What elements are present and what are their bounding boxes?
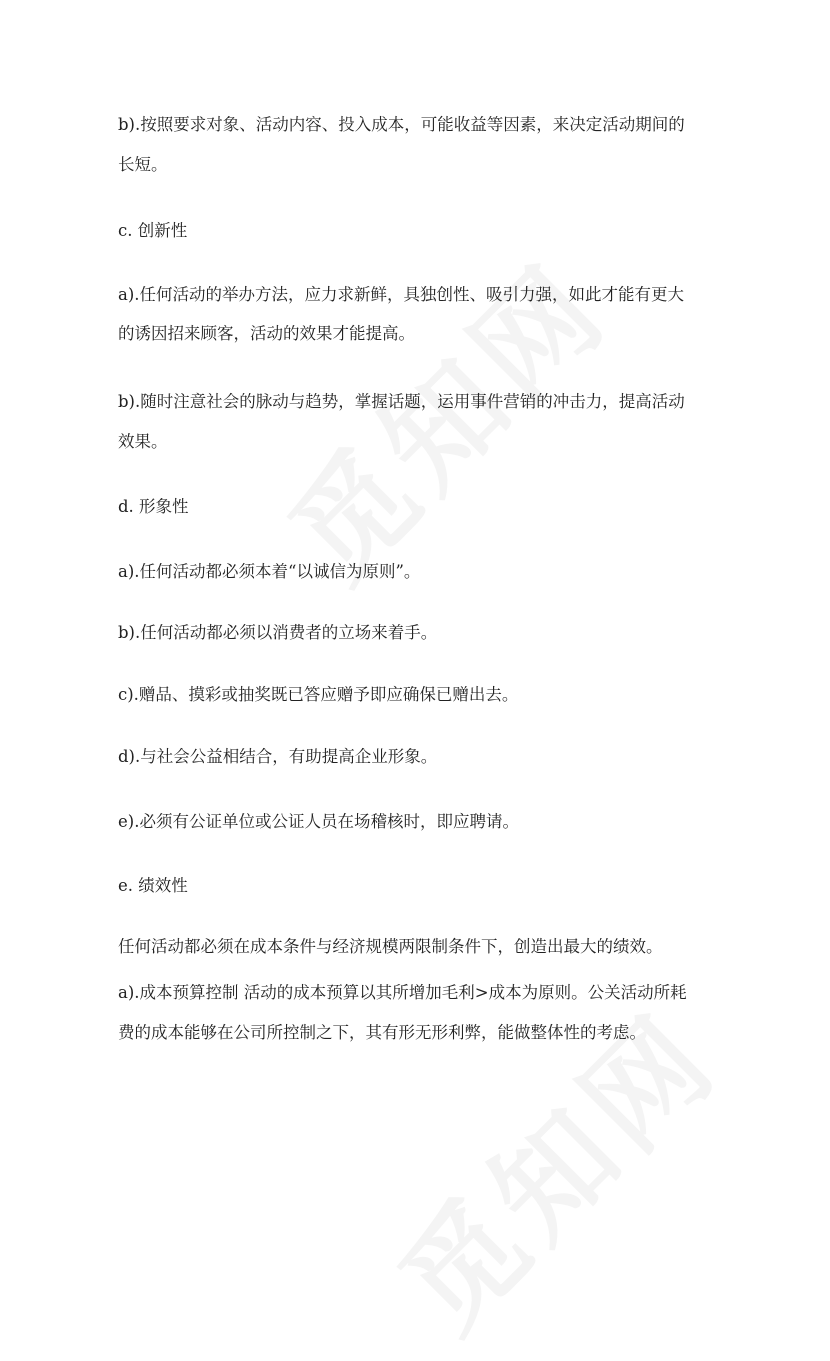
paragraph-line: a).任何活动的举办方法，应力求新鲜，具独创性、吸引力强，如此才能有更大 [118, 285, 685, 304]
paragraph-line: 费的成本能够在公司所控制之下，其有形无形利弊，能做整体性的考虑。 [118, 1023, 646, 1042]
section-heading: c. 创新性 [118, 221, 188, 240]
section-heading: e. 绩效性 [118, 876, 188, 895]
paragraph-line: c).赠品、摸彩或抽奖既已答应赠予即应确保已赠出去。 [118, 685, 519, 704]
paragraph-line: 任何活动都必须在成本条件与经济规模两限制条件下，创造出最大的绩效。 [118, 937, 663, 956]
paragraph-line: a).任何活动都必须本着“以诚信为原则”。 [118, 562, 421, 581]
paragraph-line: 效果。 [118, 432, 168, 451]
paragraph-line: b).随时注意社会的脉动与趋势，掌握话题，运用事件营销的冲击力，提高活动 [118, 392, 685, 411]
watermark [246, 219, 638, 611]
paragraph-line: e).必须有公证单位或公证人员在场稽核时，即应聘请。 [118, 812, 519, 831]
paragraph-line: a).成本预算控制 活动的成本预算以其所增加毛利>成本为原则。公关活动所耗 [118, 983, 687, 1002]
paragraph-line: 的诱因招来顾客，活动的效果才能提高。 [118, 324, 415, 343]
paragraph-line: 长短。 [118, 155, 168, 174]
paragraph-line: b).按照要求对象、活动内容、投入成本，可能收益等因素，来决定活动期间的 [118, 115, 685, 134]
paragraph-line: b).任何活动都必须以消费者的立场来着手。 [118, 623, 438, 642]
section-heading: d. 形象性 [118, 497, 189, 516]
paragraph-line: d).与社会公益相结合，有助提高企业形象。 [118, 747, 438, 766]
